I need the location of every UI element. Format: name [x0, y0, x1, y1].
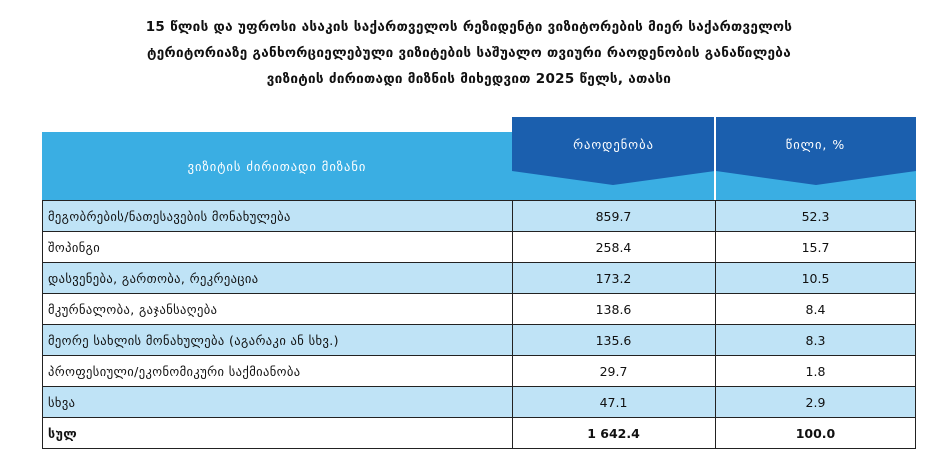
total-label: სულ	[48, 426, 78, 441]
row-purpose: სხვა	[48, 394, 76, 410]
table-row	[42, 387, 916, 418]
data-table	[42, 117, 916, 449]
table-row	[42, 325, 916, 356]
total-count: 1 642.4	[587, 426, 640, 441]
row-purpose: მეორე სახლის მონახულება (აგარაკი ან სხვ.)	[48, 332, 339, 348]
row-share: 15.7	[801, 239, 830, 255]
header-count-notch	[512, 171, 715, 185]
row-purpose: პროფესიული/ეკონომიკური საქმიანობა	[48, 363, 301, 379]
row-count: 258.4	[595, 239, 632, 255]
table-total-row	[42, 418, 916, 449]
table-row	[42, 294, 916, 325]
row-count: 173.2	[595, 270, 632, 286]
row-share: 2.9	[805, 394, 826, 410]
table-row	[42, 263, 916, 294]
title-line-1: 15 წლის და უფროსი ასაკის საქართველოს რეზიდენტი ვიზიტორების მიერ საქართველოს	[145, 19, 793, 35]
row-share: 8.4	[805, 301, 826, 317]
page-title	[0, 14, 938, 92]
row-share: 8.3	[805, 332, 826, 348]
row-purpose: მეგობრების/ნათესავების მონახულება	[48, 208, 291, 224]
row-count: 138.6	[595, 301, 632, 317]
row-count: 859.7	[595, 208, 632, 224]
header-purpose: ვიზიტის ძირითადი მიზანი	[187, 158, 367, 174]
header-share: წილი, %	[715, 117, 916, 171]
total-share: 100.0	[795, 426, 836, 441]
table-row	[42, 356, 916, 387]
header-count: რაოდენობა	[512, 117, 715, 171]
row-count: 29.7	[599, 363, 628, 379]
header-share-notch	[716, 171, 916, 185]
row-purpose: მკურნალობა, გაჯანსაღება	[48, 301, 218, 317]
header-separator	[714, 117, 716, 200]
row-share: 10.5	[801, 270, 830, 286]
table-row	[42, 201, 916, 232]
title-line-3: ვიზიტის ძირითადი მიზნის მიხედვით 2025 წელს, ათასი	[266, 71, 672, 87]
title-line-2: ტერიტორიაზე განხორციელებული ვიზიტების საშუალო თვიური რაოდენობის განაწილება	[147, 45, 791, 61]
row-share: 1.8	[805, 363, 826, 379]
row-share: 52.3	[801, 208, 830, 224]
row-purpose: დასვენება, გართობა, რეკრეაცია	[48, 270, 259, 286]
table-row	[42, 232, 916, 263]
row-count: 47.1	[599, 394, 628, 410]
row-count: 135.6	[595, 332, 632, 348]
table-body	[42, 200, 916, 449]
row-purpose: შოპინგი	[48, 239, 101, 255]
